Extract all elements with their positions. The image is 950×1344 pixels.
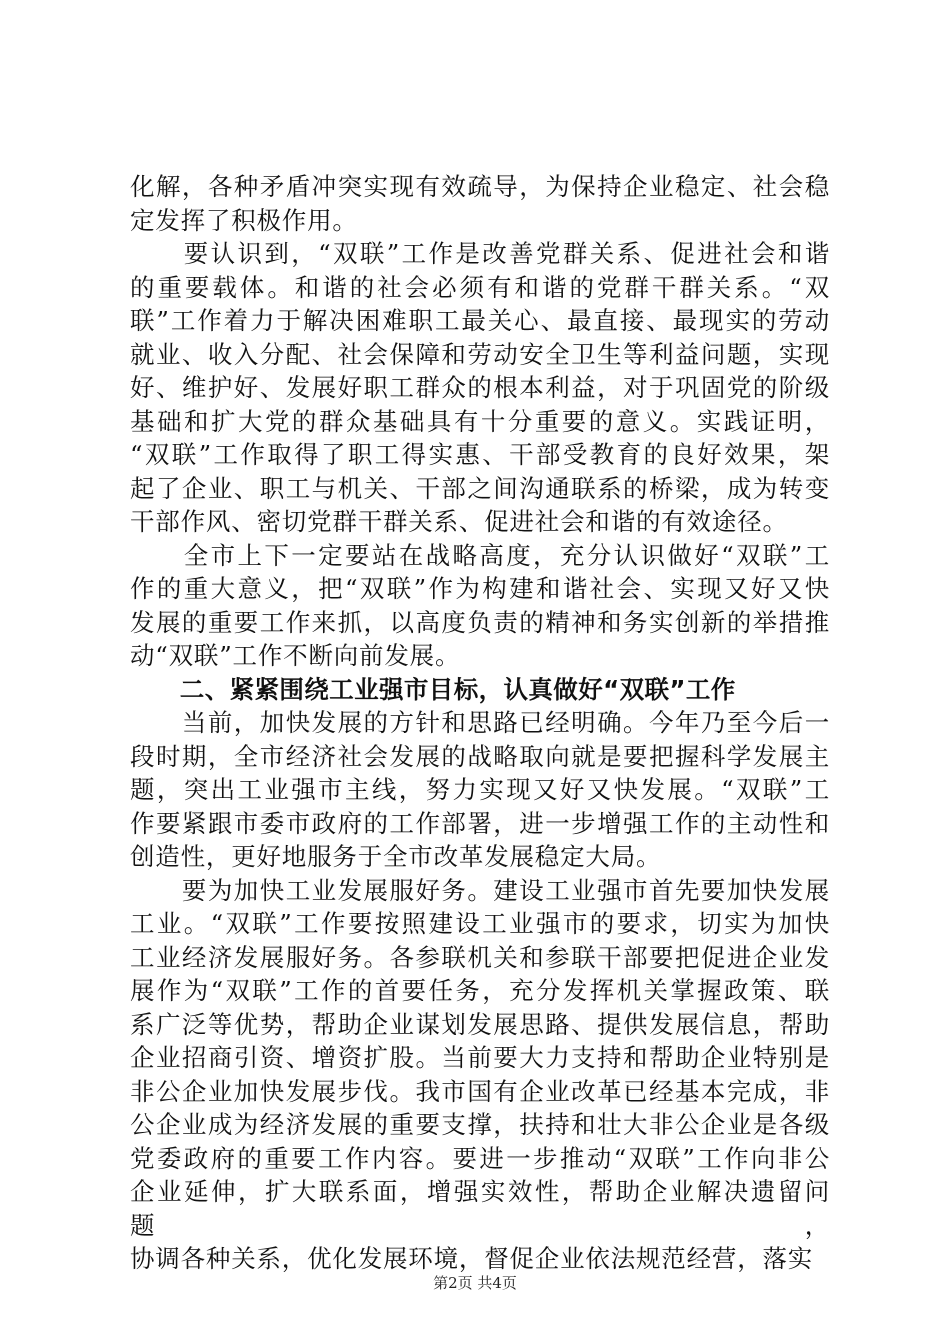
text-line: 联”工作着力于解决困难职工最关心、最直接、最现实的劳动 bbox=[130, 306, 830, 335]
body-paragraph bbox=[130, 170, 830, 237]
text-line: 系广泛等优势，帮助企业谋划发展思路、提供发展信息，帮助 bbox=[130, 1009, 830, 1039]
text-line: 就业、收入分配、社会保障和劳动安全卫生等利益问题，实现 bbox=[130, 339, 830, 369]
text-line: 企业招商引资、增资扩股。当前要大力支持和帮助企业特别是 bbox=[130, 1043, 830, 1072]
text-line: 要认识到，“双联”工作是改善党群关系、促进社会和谐 bbox=[130, 239, 830, 268]
text-line: 展作为“双联”工作的首要任务，充分发挥机关掌握政策、联 bbox=[130, 976, 830, 1005]
text-line: 作要紧跟市委市政府的工作部署，进一步增强工作的主动性和 bbox=[130, 808, 830, 838]
text-line: 非公企业加快发展步伐。我市国有企业改革已经基本完成，非 bbox=[130, 1076, 830, 1106]
text-line: 工业经济发展服好务。各参联机关和参联干部要把促进企业发 bbox=[130, 942, 830, 972]
text-line: 发展的重要工作来抓，以高度负责的精神和务实创新的举措推 bbox=[130, 607, 830, 637]
text-line: 党委政府的重要工作内容。要进一步推动“双联”工作向非公 bbox=[130, 1143, 830, 1173]
document-body bbox=[130, 170, 830, 1276]
text-line: 基础和扩大党的群众基础具有十分重要的意义。实践证明， bbox=[130, 406, 830, 436]
text-line: 干部作风、密切党群干群关系、促进社会和谐的有效途径。 bbox=[130, 507, 788, 536]
text-line: 题，突出工业强市主线，努力实现又好又快发展。“双联”工 bbox=[130, 775, 830, 804]
text-line: 的重要载体。和谐的社会必须有和谐的党群干群关系。“双 bbox=[130, 272, 830, 302]
text-line: “双联”工作取得了职工得实惠、干部受教育的良好效果，架 bbox=[130, 440, 830, 469]
text-line: 化解，各种矛盾冲突实现有效疏导，为保持企业稳定、社会稳 bbox=[130, 172, 830, 201]
text-line: 创造性，更好地服务于全市改革发展稳定大局。 bbox=[130, 842, 662, 871]
text-line: 当前，加快发展的方针和思路已经明确。今年乃至今后一 bbox=[130, 708, 830, 737]
text-line: 公企业成为经济发展的重要支撑，扶持和壮大非公企业是各级 bbox=[130, 1110, 830, 1139]
section-heading bbox=[130, 673, 830, 707]
body-paragraph bbox=[130, 539, 830, 673]
text-line: 作的重大意义，把“双联”作为构建和谐社会、实现又好又快 bbox=[130, 574, 830, 603]
text-line: 好、维护好、发展好职工群众的根本利益，对于巩固党的阶级 bbox=[130, 373, 830, 402]
text-line: 起了企业、职工与机关、干部之间沟通联系的桥梁，成为转变 bbox=[130, 473, 830, 503]
text-line: 段时期，全市经济社会发展的战略取向就是要把握科学发展主 bbox=[130, 741, 830, 771]
page-footer: 第2页 共4页 bbox=[433, 1274, 517, 1292]
body-paragraph bbox=[130, 874, 830, 1276]
text-line: 协调各种关系，优化发展环境，督促企业依法规范经营，落实 bbox=[130, 1244, 814, 1273]
text-line: 二、紧紧围绕工业强市目标，认真做好“双联”工作 bbox=[130, 674, 736, 704]
body-paragraph bbox=[130, 237, 830, 539]
text-line: 动“双联”工作不断向前发展。 bbox=[130, 641, 461, 670]
text-line: 全市上下一定要站在战略高度，充分认识做好“双联”工 bbox=[130, 540, 830, 570]
text-line: 工业。“双联”工作要按照建设工业强市的要求，切实为加快 bbox=[130, 909, 830, 938]
text-line: 定发挥了积极作用。 bbox=[130, 205, 358, 235]
body-paragraph bbox=[130, 706, 830, 874]
text-line: 企业延伸，扩大联系面，增强实效性，帮助企业解决遗留问题， bbox=[130, 1177, 830, 1240]
text-line: 要为加快工业发展服好务。建设工业强市首先要加快发展 bbox=[130, 875, 830, 905]
